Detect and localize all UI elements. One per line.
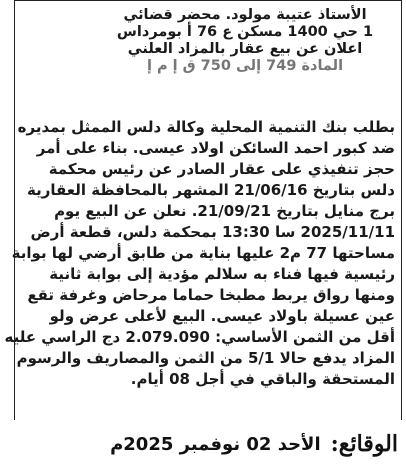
body-line: رئيسية فيها فناء به سلالم مؤدية إلى بوابة ثانية [49, 265, 395, 283]
newspaper-name: الوقائع: [330, 431, 398, 457]
header-line-auction-title: اعلان عن بيع عقار بالمزاد العلني [127, 41, 363, 57]
publication-date: الأحد 02 نوفمبر 2025م [110, 433, 321, 455]
body-line: عين عسيلة باولاد عيسى. البيع لأعلى عرض ولو [49, 307, 395, 325]
notice-body [4, 117, 395, 390]
body-line: برج منايل بتاريخ 21/09/21. نعلن عن البيع يوم [54, 202, 395, 220]
body-line: دلس بتاريخ 21/06/16 المشهر بالمحافظة العقارية [27, 181, 395, 199]
body-line: المستحقة والباقي في أجل 08 أيام. [130, 370, 395, 388]
body-line: ضد كبور احمد السائكن اولاد عيسى. بناء على أمر [36, 139, 395, 157]
body-line: مساحتها 77 م2 عليها بناية من طابق أرضي لها بوابة [11, 244, 395, 262]
body-line: حجز تنفيذي على عقار الصادر عن رئيس محكمة [48, 160, 395, 178]
legal-notice [4, 0, 402, 420]
header-line-address: 1 حي 1400 مسكن ع 76 أ بومرداس [116, 24, 374, 40]
body-line: أقل من الثمن الأساسي: 2.079.090 دج الراسي عليه [4, 328, 395, 346]
body-line: ومنها رواق يربط مطبخا حماما مرحاض وغرفة تقع [27, 286, 395, 304]
publication-footer [14, 424, 402, 464]
notice-header [95, 7, 395, 75]
header-line-bailiff: الأستاذ عتيبة مولود. محضر قضائي [123, 7, 367, 23]
body-line: بطلب بنك التنمية المحلية وكالة دلس الممثل بمديره [17, 118, 395, 136]
body-line: المزاد يدفع حالا 5/1 من الثمن والمصاريف والرسوم [16, 349, 395, 367]
body-line: 2025/11/11 سا 13:30 بمحكمة دلس، قطعة أرض [30, 223, 395, 241]
header-line-legal-article: المادة 749 إلى 750 ق إ م إ [146, 58, 344, 74]
